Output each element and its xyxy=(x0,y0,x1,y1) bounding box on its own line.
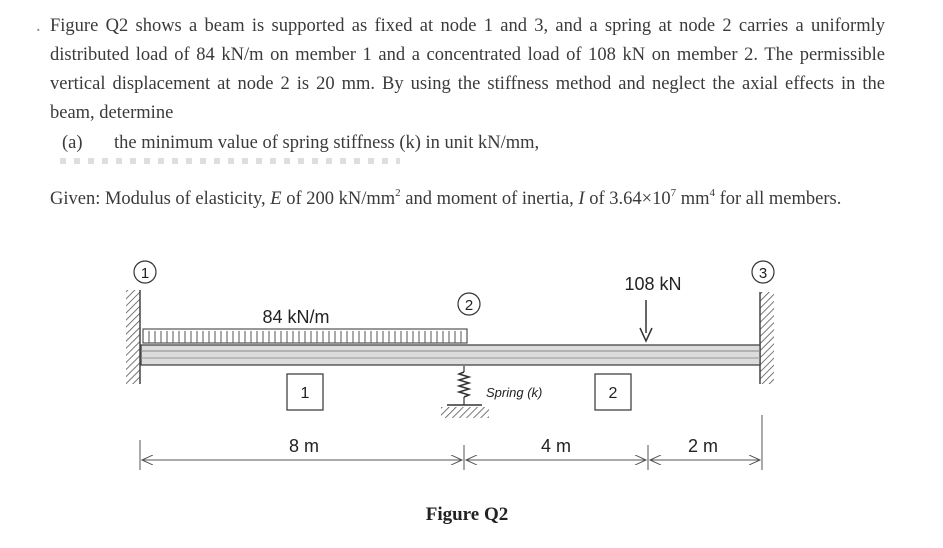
sub-question-a-label: (a) xyxy=(62,133,83,153)
beam xyxy=(141,345,760,365)
given-E-value: of 200 kN/mm xyxy=(281,189,396,209)
dimension-4m: 4 m xyxy=(540,436,572,456)
given-sup-7: 7 xyxy=(670,187,677,199)
figure-caption: Figure Q2 xyxy=(425,504,509,525)
given-symbol-I: I xyxy=(578,189,585,209)
point-load-label: 108 kN xyxy=(624,274,682,294)
fixed-support-right xyxy=(760,292,774,384)
distributed-load xyxy=(143,329,467,343)
given-symbol-E: E xyxy=(270,189,282,209)
point-load-arrow xyxy=(640,300,652,341)
spring-label: Spring (k) xyxy=(486,385,543,400)
given-unit-mm: mm xyxy=(676,189,710,209)
node-1-label: 1 xyxy=(140,265,150,282)
fixed-support-left xyxy=(126,290,140,384)
dimension-8m: 8 m xyxy=(288,436,320,456)
dimension-2m: 2 m xyxy=(687,436,719,456)
given-sup-2: 2 xyxy=(395,187,401,199)
question-lead-mark: . xyxy=(36,16,41,36)
question-paragraph: Figure Q2 shows a beam is supported as fixed at node 1 and 3, and a spring at node 2 carries a uniformly distributed load of 84 kN/m on member 1 and a concentrated load of 108 kN on member 2. The permissible vertical displacement at node 2 is 20 mm. By using the stiffness method and neglect the axial effects in the beam, determine xyxy=(50,16,885,123)
given-prefix: Given: Modulus of elasticity, xyxy=(50,189,271,209)
sub-question-a-text: the minimum value of spring stiffness (k) in unit kN/mm, xyxy=(114,133,540,153)
spring-support xyxy=(441,366,489,418)
given-suffix: for all members. xyxy=(714,189,842,209)
node-3-label: 3 xyxy=(758,265,768,282)
member-1-label: 1 xyxy=(300,385,310,402)
given-sup-4: 4 xyxy=(709,187,715,199)
udl-label: 84 kN/m xyxy=(262,307,330,327)
given-mid-text: and moment of inertia, xyxy=(400,189,579,209)
node-2-label: 2 xyxy=(464,297,474,314)
dimension-lines xyxy=(140,415,762,470)
member-2-label: 2 xyxy=(608,385,618,402)
given-I-value: of 3.64×10 xyxy=(584,189,671,209)
